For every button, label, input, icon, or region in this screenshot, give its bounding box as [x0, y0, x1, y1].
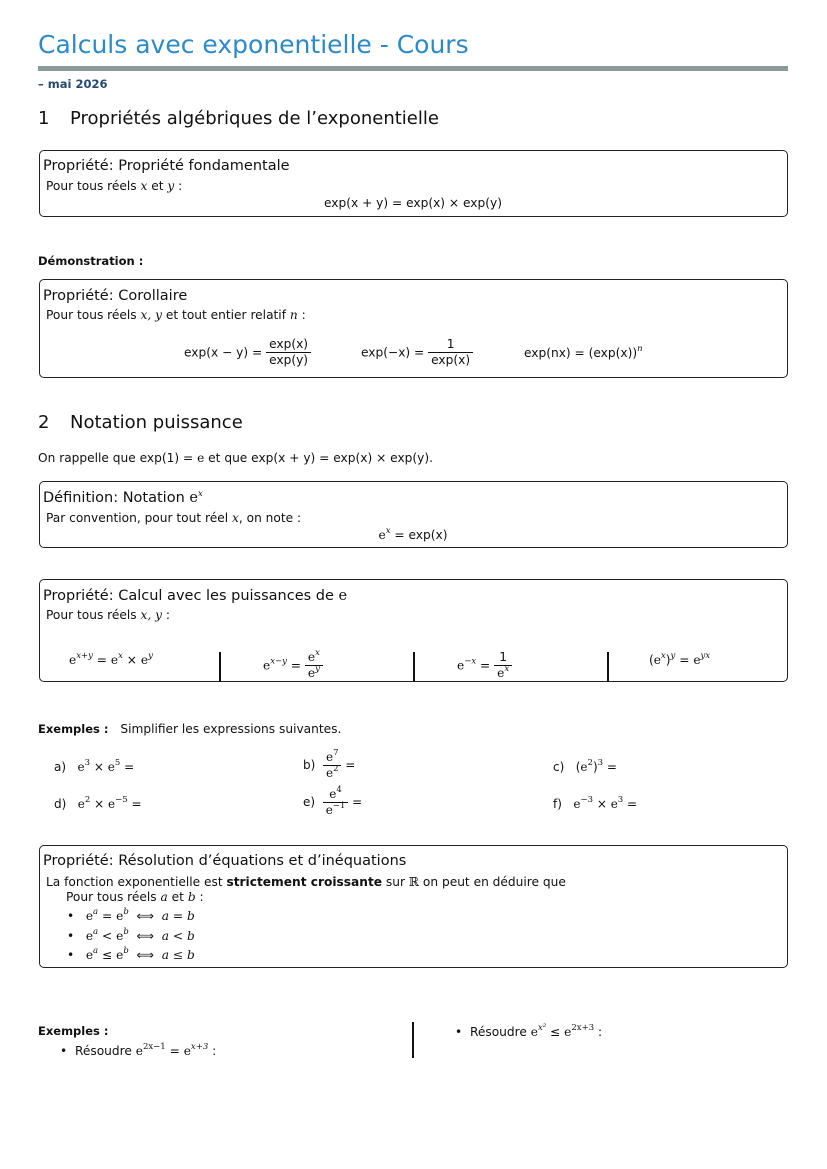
property-heading: Propriété: Propriété fondamentale [43, 158, 290, 174]
fraction: $\frac{\exp(x)}{\exp(y)}$ [266, 337, 311, 369]
property-box-puissances [39, 579, 788, 682]
corollaire-formula-2: exp(−x) = $\frac{1}{\exp(x)}$ [361, 337, 473, 369]
section-1-title: Propriétés algébriques de l’exponentielle [70, 108, 439, 129]
definition-text: Par convention, pour tout réel x, on note : [46, 511, 302, 525]
power-rule-product: $e^{x+y} = e^x \times e^y$ [69, 651, 153, 667]
column-divider [219, 652, 221, 682]
property-formula: exp(x + y) = exp(x) × exp(y) [324, 196, 502, 210]
page-title: Calculs avec exponentielle - Cours [38, 30, 469, 59]
property-intro: Pour tous réels x et y : [46, 179, 183, 193]
title-underline [38, 66, 788, 71]
exemple-item-1: • Résoudre $e^{2x-1} = e^{x+3}$ : [60, 1042, 217, 1058]
bullet: • [67, 948, 75, 962]
power-rule-power: $(e^x)^y = e^{yx}$ [649, 651, 711, 667]
exemple-item-2: • Résoudre $e^{x^2} \le e^{2x+3}$ : [455, 1023, 603, 1039]
equivalence-item: • $e^a < e^b$ ⟺ a < b [67, 927, 195, 943]
property-line-1: La fonction exponentielle est strictement croissante sur ℝ on peut en déduire que [46, 875, 566, 889]
fraction: $\frac{e^x}{e^y}$ [305, 650, 323, 682]
definition-formula: $e^x = \exp(x)$ [378, 526, 448, 542]
recall-text: On rappelle que exp(1) = e et que exp(x + y) = exp(x) × exp(y). [38, 451, 434, 465]
definition-heading: Définition: Notation $e^x$ [43, 489, 203, 506]
bullet: • [67, 929, 75, 943]
property-box-corollaire [39, 279, 788, 378]
property-heading: Propriété: Résolution d’équations et d’inéquations [43, 853, 407, 869]
section-2-heading [38, 412, 243, 433]
exercise-c: c) $(e^2)^3$ = [553, 758, 617, 774]
property-box-resolution [39, 845, 788, 968]
section-1-number: 1 [38, 108, 50, 129]
exemples-heading-2: Exemples : [38, 1024, 109, 1038]
section-1-heading [38, 108, 439, 129]
corollaire-formula-3: $\exp(nx) = (\exp(x))^n$ [524, 344, 643, 360]
property-line-2: Pour tous réels a et b : [66, 890, 204, 904]
power-rule-quotient: $e^{x-y}$ = $\frac{e^x}{e^y}$ [263, 650, 323, 682]
section-2-title: Notation puissance [70, 412, 243, 433]
bullet: • [60, 1044, 68, 1058]
fraction: $\frac{1}{e^x}$ [494, 650, 512, 682]
section-2-number: 2 [38, 412, 50, 433]
property-heading: Propriété: Corollaire [43, 288, 188, 304]
definition-box-notation [39, 481, 788, 548]
property-intro: Pour tous réels x, y : [46, 608, 171, 622]
equivalence-item: • $e^a \le e^b$ ⟺ a ≤ b [67, 946, 195, 962]
fraction: $\frac{1}{\exp(x)}$ [428, 337, 473, 369]
exercise-d: d) $e^2 \times e^{-5}$ = [54, 795, 142, 811]
power-rule-inverse: $e^{-x}$ = $\frac{1}{e^x}$ [457, 650, 512, 682]
fraction: $\frac{e^4}{e^{-1}}$ [323, 787, 349, 818]
equivalence-item: • $e^a = e^b$ ⟺ a = b [67, 907, 195, 923]
fraction: $\frac{e^7}{e^2}$ [323, 750, 342, 781]
page-date: – mai 2026 [38, 77, 108, 91]
demonstration-label: Démonstration : [38, 254, 144, 268]
exercise-a: a) $e^3 \times e^5$ = [54, 758, 135, 774]
exercise-f: f) $e^{-3} \times e^3$ = [553, 795, 638, 811]
property-intro: Pour tous réels x, y et tout entier relatif n : [46, 308, 306, 322]
exercise-e: e) $\frac{e^4}{e^{-1}}$ = [303, 785, 363, 817]
column-divider [412, 1022, 414, 1058]
bullet: • [67, 909, 75, 923]
exercise-b: b) $\frac{e^7}{e^2}$ = [303, 748, 356, 780]
bullet: • [455, 1025, 463, 1039]
exemples-heading: Exemples : Simplifier les expressions suivantes. [38, 722, 342, 736]
corollaire-formula-1: exp(x − y) = $\frac{\exp(x)}{\exp(y)}$ [184, 337, 311, 369]
property-heading: Propriété: Calcul avec les puissances de e [43, 588, 348, 604]
column-divider [607, 652, 609, 682]
property-box-fondamentale [39, 150, 788, 217]
column-divider [413, 652, 415, 682]
